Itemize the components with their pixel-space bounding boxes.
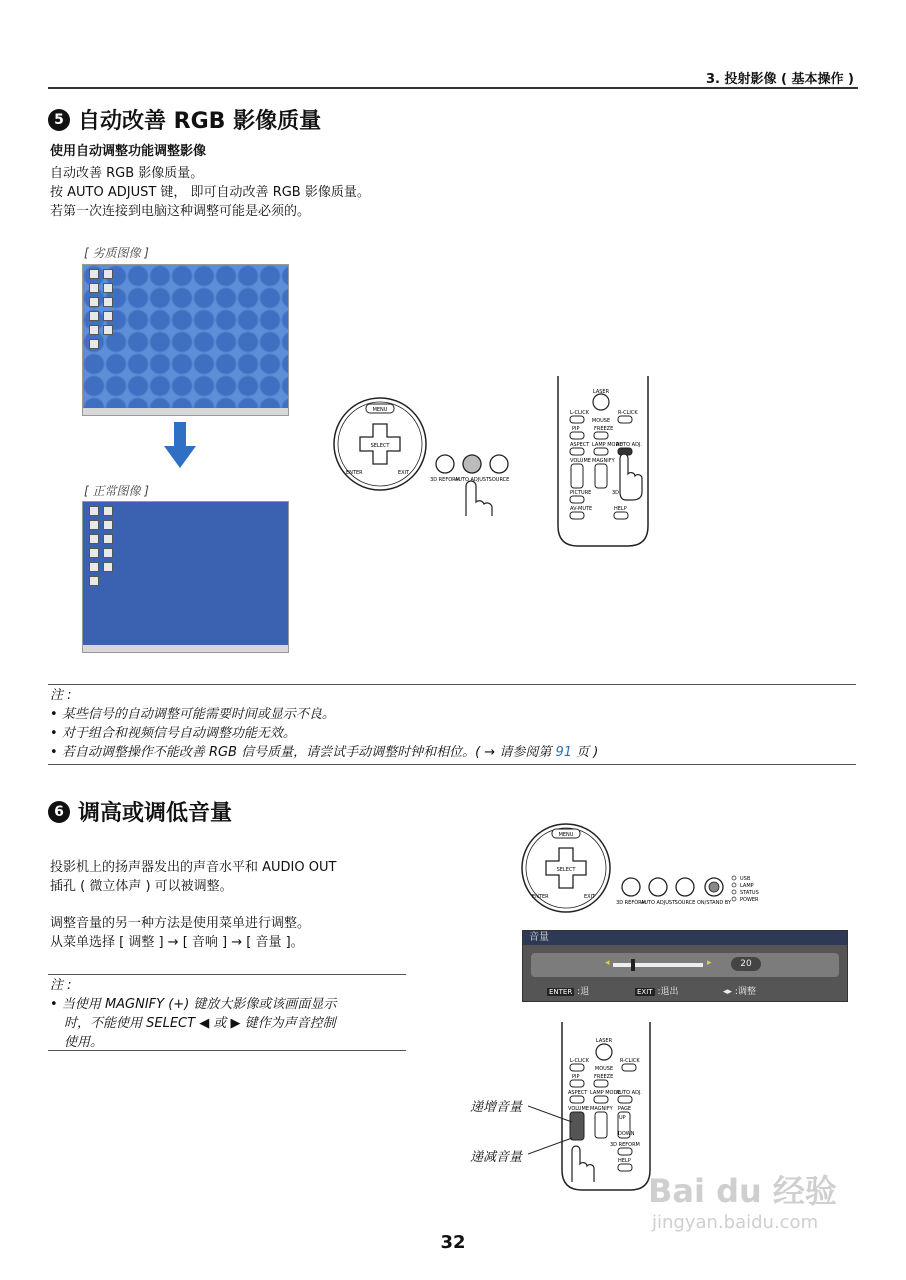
exit-label: EXIT — [584, 894, 596, 900]
notes1-bottom-rule — [48, 764, 856, 765]
freeze-label: FREEZE — [594, 426, 614, 432]
notes2-bottom-rule — [48, 1050, 406, 1051]
notes2-line: • 当使用 MAGNIFY (+) 键放大影像或该画面显示 — [50, 997, 337, 1012]
status-led — [732, 890, 736, 894]
exit-hint-label: :退出 — [657, 987, 679, 997]
chapter-header: 3. 投射影像 ( 基本操作 ) — [706, 72, 854, 87]
page-down-label: DOWN — [618, 1131, 635, 1137]
lclick-button[interactable] — [570, 1064, 584, 1071]
lclick-label: L-CLICK — [570, 410, 590, 416]
section5-heading — [48, 104, 321, 135]
enter-label: ENTER — [532, 894, 549, 900]
volume-osd-row — [531, 953, 839, 977]
source-label: SOURCE — [674, 900, 696, 906]
desktop-icon — [89, 297, 99, 307]
auto-adjust-button[interactable] — [463, 455, 481, 473]
section5-number: 5 — [48, 109, 70, 131]
status-led-label: STATUS — [740, 890, 759, 896]
enter-hint-label: :退 — [577, 987, 590, 997]
power-label: ON/STAND BY — [696, 900, 732, 906]
freeze-button[interactable] — [594, 432, 608, 439]
normal-image-label: [ 正常图像 ] — [84, 484, 149, 498]
projector-control-panel-2 — [516, 822, 766, 918]
section5-title: 自动改善 RGB 影像质量 — [78, 109, 322, 134]
section5-line: 若第一次连接到电脑这种调整可能是必须的。 — [50, 204, 311, 219]
right-arrow-icon: ▸ — [707, 958, 712, 968]
source-button[interactable] — [490, 455, 508, 473]
pip-button[interactable] — [570, 432, 584, 439]
select-label: SELECT — [556, 867, 576, 873]
aspect-button[interactable] — [570, 448, 584, 455]
notes1-head: 注 : — [50, 688, 72, 703]
magnify-label: MAGNIFY — [590, 1106, 613, 1112]
auto-adjust-label: AUTO ADJUST — [454, 477, 490, 483]
rclick-button[interactable] — [622, 1064, 636, 1071]
3d-reform-label: 3D REFORM — [616, 900, 646, 906]
auto-adjust-button[interactable] — [649, 878, 667, 896]
section5-line: 自动改善 RGB 影像质量。 — [50, 166, 204, 181]
laser-label: LASER — [595, 1038, 613, 1044]
rclick-button[interactable] — [618, 416, 632, 423]
desktop-icon — [89, 269, 99, 279]
volume-slider-knob[interactable] — [631, 959, 635, 971]
notes1-item: • 对于组合和视频信号自动调整功能无效。 — [50, 726, 296, 741]
volume-osd-title: 音量 — [523, 931, 847, 945]
taskbar — [83, 645, 288, 652]
volume-value: 20 — [731, 957, 761, 971]
enter-label: ENTER — [346, 470, 363, 476]
desktop-icon — [103, 283, 113, 293]
taskbar — [83, 408, 288, 415]
page-label: PAGE — [618, 1106, 632, 1112]
projector-control-panel-1 — [330, 392, 530, 518]
autoadj-button[interactable] — [618, 1096, 632, 1103]
decrease-volume-label: 递减音量 — [470, 1150, 523, 1165]
callout-lines — [528, 1100, 576, 1160]
desktop-icon — [103, 311, 113, 321]
desktop-icon — [89, 325, 99, 335]
magnify-rocker[interactable] — [595, 1112, 607, 1138]
section6-title: 调高或调低音量 — [78, 801, 233, 826]
3d-label: 3D — [612, 490, 620, 496]
autoadj-label: AUTO ADJ. — [616, 442, 642, 448]
power-led-label: POWER — [740, 897, 759, 903]
down-arrow-icon — [164, 422, 196, 470]
notes2-head: 注 : — [50, 978, 72, 993]
3d-reform-label: 3D REFORM — [430, 477, 460, 483]
desktop-icon — [89, 506, 99, 516]
section6-para1 — [50, 858, 336, 896]
mouse-label: MOUSE — [591, 418, 611, 424]
avmute-label: AV-MUTE — [570, 506, 593, 512]
section6-line: 从菜单选择 [ 调整 ] → [ 音响 ] → [ 音量 ]。 — [50, 935, 304, 950]
page-link[interactable]: 91 — [555, 745, 573, 760]
desktop-icon — [89, 576, 99, 586]
picture-button[interactable] — [570, 496, 584, 503]
enter-key-icon: ENTER — [549, 988, 573, 996]
desktop-icon — [103, 534, 113, 544]
rclick-label: R-CLICK — [620, 1058, 640, 1064]
notes1-item-text: 对于组合和视频信号自动调整功能无效。 — [61, 726, 296, 741]
laser-button[interactable] — [593, 394, 609, 410]
3d-reform-button[interactable] — [436, 455, 454, 473]
pip-label: PIP — [572, 1074, 580, 1080]
lamp-led-label: LAMP — [740, 883, 754, 889]
help-label: HELP — [614, 506, 627, 512]
enter-hint — [547, 984, 589, 997]
mouse-label: MOUSE — [594, 1066, 614, 1072]
desktop-icon — [103, 562, 113, 572]
power-icon — [709, 882, 719, 892]
section6-number: 6 — [48, 801, 70, 823]
section6-heading — [48, 796, 232, 827]
notes1-item-text: 页 ) — [576, 745, 599, 760]
section5-line: 按 AUTO ADJUST 键， 即可自动改善 RGB 影像质量。 — [50, 185, 370, 200]
left-arrow-icon: ◂ — [605, 958, 610, 968]
desktop-icon — [89, 520, 99, 530]
lamp-led — [732, 883, 736, 887]
page-up-label: UP — [619, 1115, 626, 1121]
desktop-icon — [89, 311, 99, 321]
notes1 — [50, 686, 856, 762]
desktop-icon — [103, 269, 113, 279]
lampmode-label: LAMP MODE — [590, 1090, 621, 1096]
rclick-label: R-CLICK — [618, 410, 638, 416]
handheld-remote-1 — [552, 376, 652, 552]
notes1-item-text: 某些信号的自动调整可能需要时间或显示不良。 — [61, 707, 335, 722]
3d-reform-button[interactable] — [618, 1148, 632, 1155]
pip-button[interactable] — [570, 1080, 584, 1087]
notes2-line-text: 当使用 MAGNIFY (+) 键放大影像或该画面显示 — [61, 997, 337, 1012]
desktop-icon — [103, 506, 113, 516]
laser-label: LASER — [592, 389, 610, 395]
power-led — [732, 897, 736, 901]
desktop-icon — [103, 520, 113, 530]
laser-button[interactable] — [596, 1044, 612, 1060]
notes2-top-rule — [48, 974, 406, 975]
notes1-item: • 某些信号的自动调整可能需要时间或显示不良。 — [50, 707, 335, 722]
desktop-icon — [89, 548, 99, 558]
desktop-icon — [89, 534, 99, 544]
menu-label: MENU — [372, 407, 388, 413]
freeze-button[interactable] — [594, 1080, 608, 1087]
increase-volume-label: 递增音量 — [470, 1100, 523, 1115]
section5-body — [50, 164, 370, 221]
avmute-button[interactable] — [570, 512, 584, 519]
desktop-icon — [89, 339, 99, 349]
select-label: SELECT — [370, 443, 390, 449]
source-label: SOURCE — [488, 477, 510, 483]
section6-line: 调整音量的另一种方法是使用菜单进行调整。 — [50, 916, 311, 931]
notes1-top-rule — [48, 684, 856, 685]
pip-label: PIP — [572, 426, 580, 432]
bad-desktop-image — [82, 264, 289, 416]
desktop-icon — [103, 548, 113, 558]
normal-desktop-image — [82, 501, 289, 653]
desktop-icon — [89, 562, 99, 572]
watermark-logo: Bai du 经验 — [648, 1172, 837, 1210]
exit-hint — [635, 984, 678, 997]
lampmode-button[interactable] — [594, 1096, 608, 1103]
volume-label: VOLUME — [570, 458, 591, 464]
usb-led-label: USB — [740, 876, 751, 882]
lampmode-label: LAMP MODE — [592, 442, 623, 448]
volume-slider-track[interactable] — [613, 963, 703, 967]
watermark-url: jingyan.baidu.com — [652, 1212, 819, 1233]
lclick-label: L-CLICK — [570, 1058, 590, 1064]
menu-label: MENU — [558, 832, 574, 838]
desktop-icon — [103, 297, 113, 307]
lampmode-button[interactable] — [594, 448, 608, 455]
notes1-item-text: 若自动调整操作不能改善 RGB 信号质量，请尝试手动调整时钟和相位。( → 请参阅第 — [61, 745, 552, 760]
volume-label: VOLUME — [568, 1106, 589, 1112]
section5-subtitle: 使用自动调整功能调整影像 — [50, 144, 207, 159]
exit-key-icon: EXIT — [637, 988, 653, 996]
adjust-hint — [723, 984, 756, 997]
auto-adjust-label: AUTO ADJUST — [640, 900, 676, 906]
hand-pointer-icon — [466, 481, 492, 516]
volume-osd — [522, 930, 848, 1002]
bad-image-label: [ 劣质图像 ] — [84, 246, 149, 260]
picture-label: PICTURE — [570, 490, 592, 496]
aspect-label: ASPECT — [570, 442, 590, 448]
help-button[interactable] — [618, 1164, 632, 1171]
page-number: 32 — [440, 1232, 466, 1253]
desktop-icon — [103, 325, 113, 335]
magnify-label: MAGNIFY — [592, 458, 615, 464]
autoadj-label: AUTO ADJ. — [616, 1090, 642, 1096]
help-button[interactable] — [614, 512, 628, 519]
3d-reform-button[interactable] — [622, 878, 640, 896]
header-rule — [48, 87, 858, 89]
magnify-rocker[interactable] — [595, 464, 607, 488]
section6-line: 投影机上的扬声器发出的声音水平和 AUDIO OUT — [50, 860, 337, 875]
left-right-icon: ◂▸ — [723, 987, 733, 997]
desktop-icon — [89, 283, 99, 293]
notes2-line-text: 时，不能使用 SELECT ◀ 或 ▶ 键作为声音控制 — [64, 1016, 336, 1031]
exit-label: EXIT — [398, 470, 410, 476]
section6-line: 插孔 ( 微立体声 ) 可以被调整。 — [50, 879, 233, 894]
help-label: HELP — [618, 1158, 631, 1164]
notes2-line-text: 使用。 — [64, 1035, 104, 1050]
lclick-button[interactable] — [570, 416, 584, 423]
notes1-item: • 若自动调整操作不能改善 RGB 信号质量，请尝试手动调整时钟和相位。( → 请参阅第 91 页 ) — [50, 745, 599, 760]
aspect-label: ASPECT — [568, 1090, 588, 1096]
notes2 — [50, 976, 406, 1052]
usb-led — [732, 876, 736, 880]
source-button[interactable] — [676, 878, 694, 896]
adjust-hint-label: :调整 — [734, 987, 756, 997]
volume-rocker[interactable] — [571, 464, 583, 488]
3d-reform-label: 3D REFORM — [610, 1142, 640, 1148]
section6-para2 — [50, 914, 310, 952]
freeze-label: FREEZE — [594, 1074, 614, 1080]
